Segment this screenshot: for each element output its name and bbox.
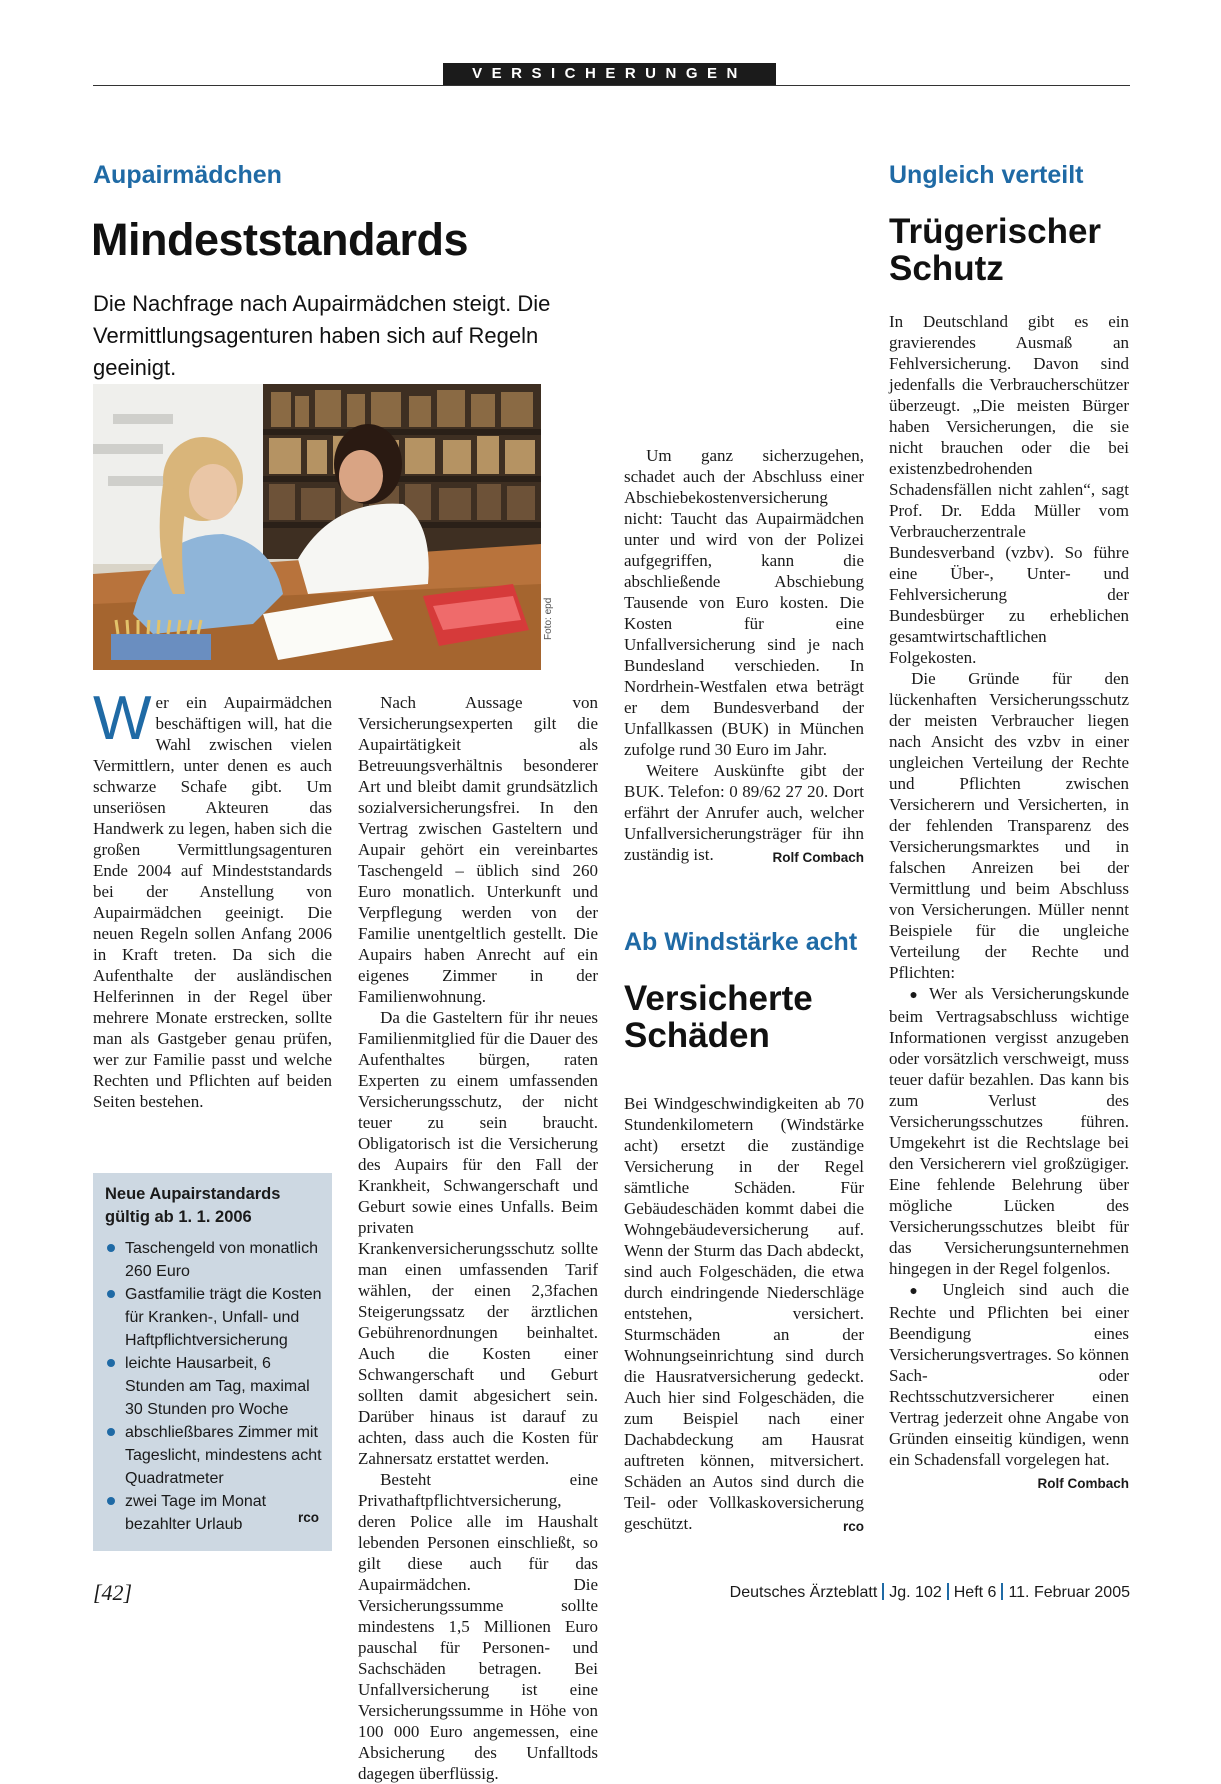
section-tag: VERSICHERUNGEN [443, 63, 776, 85]
bullet-icon [107, 1359, 115, 1367]
article3-headline: Trügerischer Schutz [889, 212, 1102, 288]
infobox-item: leichte Hausarbeit, 6 Stunden am Tag, maximal 30 Stunden pro Woche [105, 1352, 322, 1421]
footer-separator [947, 1583, 949, 1600]
article2-headline: Versicherte Schäden [624, 979, 813, 1055]
footer-journal: Deutsches Ärzteblatt [729, 1584, 878, 1601]
infobox-item: abschließbares Zimmer mit Tageslicht, mindestens acht Quadratmeter [105, 1421, 322, 1490]
article1-paragraph-1: Wer ein Aupairmädchen beschäftigen will, hat die Wahl zwischen vielen Vermittlern, unter denen es auch schwarze Schafe gibt. Um unseriösen Akteuren das Handwerk zu legen, haben sich die großen Vermittlungsagenturen Ende 2004 auf Mindeststandards bei der Anstellung von Aupairmädchen geeinigt. Die neuen Regeln sollen Anfang 2006 in Kraft treten. Da sich die Aufenthalte der ausländischen Helferinnen in der Regel über mehrere Monate erstrecken, sollte man als Gastgeber genau prüfen, wer zur Familie passt und welche Rechten und Pflichten auf beiden Seiten bestehen. [93, 684, 332, 1111]
footer-separator [882, 1583, 884, 1600]
article1-paragraph-2: Nach Aussage von Versicherungsexperten gilt die Aupairtätigkeit als Betreuungsverhältnis besonderer Art und bleibt damit grundsätzlich sozialversicherungsfrei. In den Vertrag zwischen Gasteltern und Aupair gehört ein vereinbartes Taschengeld – üblich sind 260 Euro monatlich. Unterkunft und Verpflegung werden von der Familie unentgeltlich gestellt. Die Aupairs haben Anrecht auf ein eigenes Zimmer in der Familienwohnung. [358, 693, 598, 1006]
footer-citation [730, 1583, 1130, 1602]
article1-paragraph-4: Besteht eine Privathaftpflichtversicherung, deren Police alle im Haushalt lebenden Personen einschließt, so gilt diese auch für das Aupairmädchen. Die Versicherungssumme sollte mindestens 1,5 Millionen Euro pauschal für Personen- und Sachschäden betragen. Bei Unfallversicherung ist eine Versicherungssumme in Höhe von 100 000 Euro angemessen, eine Absicherung des Unfalltods dagegen überflüssig. [358, 1470, 598, 1783]
article3-author: Rolf Combach [1037, 1476, 1129, 1491]
infobox-author: rco [297, 1510, 319, 1525]
infobox-item: zwei Tage im Monat bezahlter Urlaub [105, 1490, 322, 1536]
header-rule [93, 85, 1130, 86]
footer-date: 11. Februar 2005 [1008, 1584, 1130, 1601]
article1-lede: Die Nachfrage nach Aupairmädchen steigt. Die Vermittlungsagenturen haben sich auf Regeln geeinigt. [93, 291, 551, 380]
article2-kicker: Ab Windstärke acht [624, 928, 858, 956]
article1-paragraph-5: Um ganz sicherzugehen, schadet auch der Abschluss einer Abschiebekostenversicherung nicht: Taucht das Aupairmädchen unter und wird von der Polizei aufgegriffen, kann die abschließende Abschiebung Tausende von Euro kosten. Die Kosten für eine Unfallversicherung sind je nach Bundesland verschieden. In Nordrhein-Westfalen etwa beträgt er dem Bundesverband der Unfallkassen (BUK) in München zufolge rund 30 Euro im Jahr. [624, 446, 864, 759]
bullet-icon [107, 1244, 115, 1252]
photo-credit: Foto: epd [543, 597, 554, 640]
bullet-icon [107, 1290, 115, 1298]
article3-bullet-1: ● Wer als Versicherungskunde beim Vertragsabschluss wichtige Informationen vergisst anzugeben oder vorsätzlich verschweigt, muss teuer dafür bezahlen. Das kann bis zum Verlust des Versicherungsschutzes führen. Umgekehrt ist die Rechtslage bei den Versicherern viel großzügiger. Eine fehlende Belehrung über mögliche Lücken des Versicherungsschutzes bleibt für das Versicherungsunternehmen hingegen in der Regel folgenlos. [889, 984, 1129, 1278]
article3-kicker: Ungleich verteilt [889, 161, 1084, 189]
dropcap: W [93, 684, 152, 753]
article1-kicker: Aupairmädchen [93, 161, 282, 189]
article3-column [889, 311, 1129, 1494]
bullet-icon [107, 1428, 115, 1436]
photo-illustration [93, 384, 541, 670]
article3-paragraph-1: In Deutschland gibt es ein gravierendes Ausmaß an Fehlversicherung. Davon sind jedenfalls die Verbraucherschützer überzeugt. „Die meisten Bürger haben Versicherungen, die sie nicht brauchen oder die bei existenzbedrohenden Schadensfällen nicht zahlen“, sagt Prof. Dr. Edda Müller vom Verbraucherzentrale Bundesverband (vzbv). So führe eine Über-, Unter- und Fehlversicherung der Bundesbürger zu erheblichen gesamtwirtschaftlichen Folgekosten. [889, 312, 1129, 667]
article2-paragraph-1: Bei Windgeschwindigkeiten ab 70 Stundenkilometern (Windstärke acht) ersetzt die zuständige Versicherung in der Regel sämtliche Schäden. Für Gebäudeschäden kommt dabei die Wohngebäudeversicherung auf. Wenn der Sturm das Dach abdeckt, sind auch Folgeschäden, die etwa durch eindringende Niederschläge entstehen, versichert. Sturmschäden an der Wohnungseinrichtung sind durch die Hausratversicherung gedeckt. Auch hier sind Folgeschäden, die zum Beispiel nach einer Dachabdeckung am Hausrat auftreten können, mitversichert. Schäden an Autos sind durch die Teil- oder Vollkaskoversicherung geschützt. rco [624, 1093, 864, 1534]
bullet-icon [107, 1497, 115, 1505]
article2-column [624, 1093, 864, 1537]
article-photo [93, 384, 541, 670]
article1-column-2 [358, 692, 598, 1784]
article1-column-3 [624, 445, 864, 868]
article1-author: Rolf Combach [772, 850, 864, 865]
infobox-title: Neue Aupairstandards gültig ab 1. 1. 2006 [105, 1185, 281, 1226]
page-number: [42] [93, 1580, 133, 1605]
bullet-icon: ● [909, 988, 922, 1003]
bullet-icon: ● [909, 1284, 928, 1299]
footer-volume: Jg. 102 [889, 1584, 942, 1601]
footer-separator [1001, 1583, 1003, 1600]
article3-paragraph-2: Die Gründe für den lückenhaften Versicherungsschutz der meisten Verbraucher liegen nach Ansicht des vzbv in einer ungleichen Verteilung der Rechte und Pflichten zwischen Versicherern und Versicherten, in der fehlenden Transparenz des Versicherungsmarktes und in falschen Anreizen bei der Vermittlung und beim Abschluss von Versicherungen. Müller nennt Beispiele für die ungleiche Verteilung der Rechte und Pflichten: [889, 669, 1129, 982]
article1-paragraph-3: Da die Gasteltern für ihr neues Familienmitglied für die Dauer des Aufenthaltes bürgen, raten Experten zu einem umfassenden Versicherungsschutz, der nicht teuer zu sein braucht. Obligatorisch ist die Versicherung des Aupairs für den Fall der Krankheit, Schwangerschaft und Geburt sowie eines Unfalls. Beim privaten Krankenversicherungsschutz sollte man einen umfassenden Tarif wählen, der einen 2,3fachen Steigerungssatz der ärztlichen Gebührenordnungen beinhaltet. Auch die Kosten einer Schwangerschaft und Geburt sollten damit abgesichert sein. Darüber hinaus ist darauf zu achten, dass auch die Kosten für Zahnersatz erstattet werden. [358, 1008, 598, 1468]
article1-column-1 [93, 684, 332, 1112]
article3-bullet-2: ● Ungleich sind auch die Rechte und Pflichten bei einer Beendigung eines Versicherungsvertrages. So können Sach- oder Rechtsschutzversicherer einen Vertrag jederzeit ohne Angabe von Gründen einseitig kündigen, wenn ein Schadensfall vorgelegen hat. Rolf Combach [889, 1279, 1129, 1470]
infobox-list [93, 1237, 332, 1536]
infobox-item: Gastfamilie trägt die Kosten für Kranken-, Unfall- und Haftpflichtversicherung [105, 1283, 322, 1352]
article1-paragraph-6: Weitere Auskünfte gibt der BUK. Telefon: 0 89/62 27 20. Dort erfährt der Anrufer auch, welcher Unfallversicherungsträger für ihn zuständig ist. Rolf Combach [624, 760, 864, 865]
article2-author: rco [842, 1519, 864, 1534]
footer-issue: Heft 6 [953, 1584, 997, 1601]
infobox-item: Taschengeld von monatlich 260 Euro [105, 1237, 322, 1283]
infobox [93, 1173, 332, 1551]
article1-headline: Mindeststandards [91, 214, 469, 265]
